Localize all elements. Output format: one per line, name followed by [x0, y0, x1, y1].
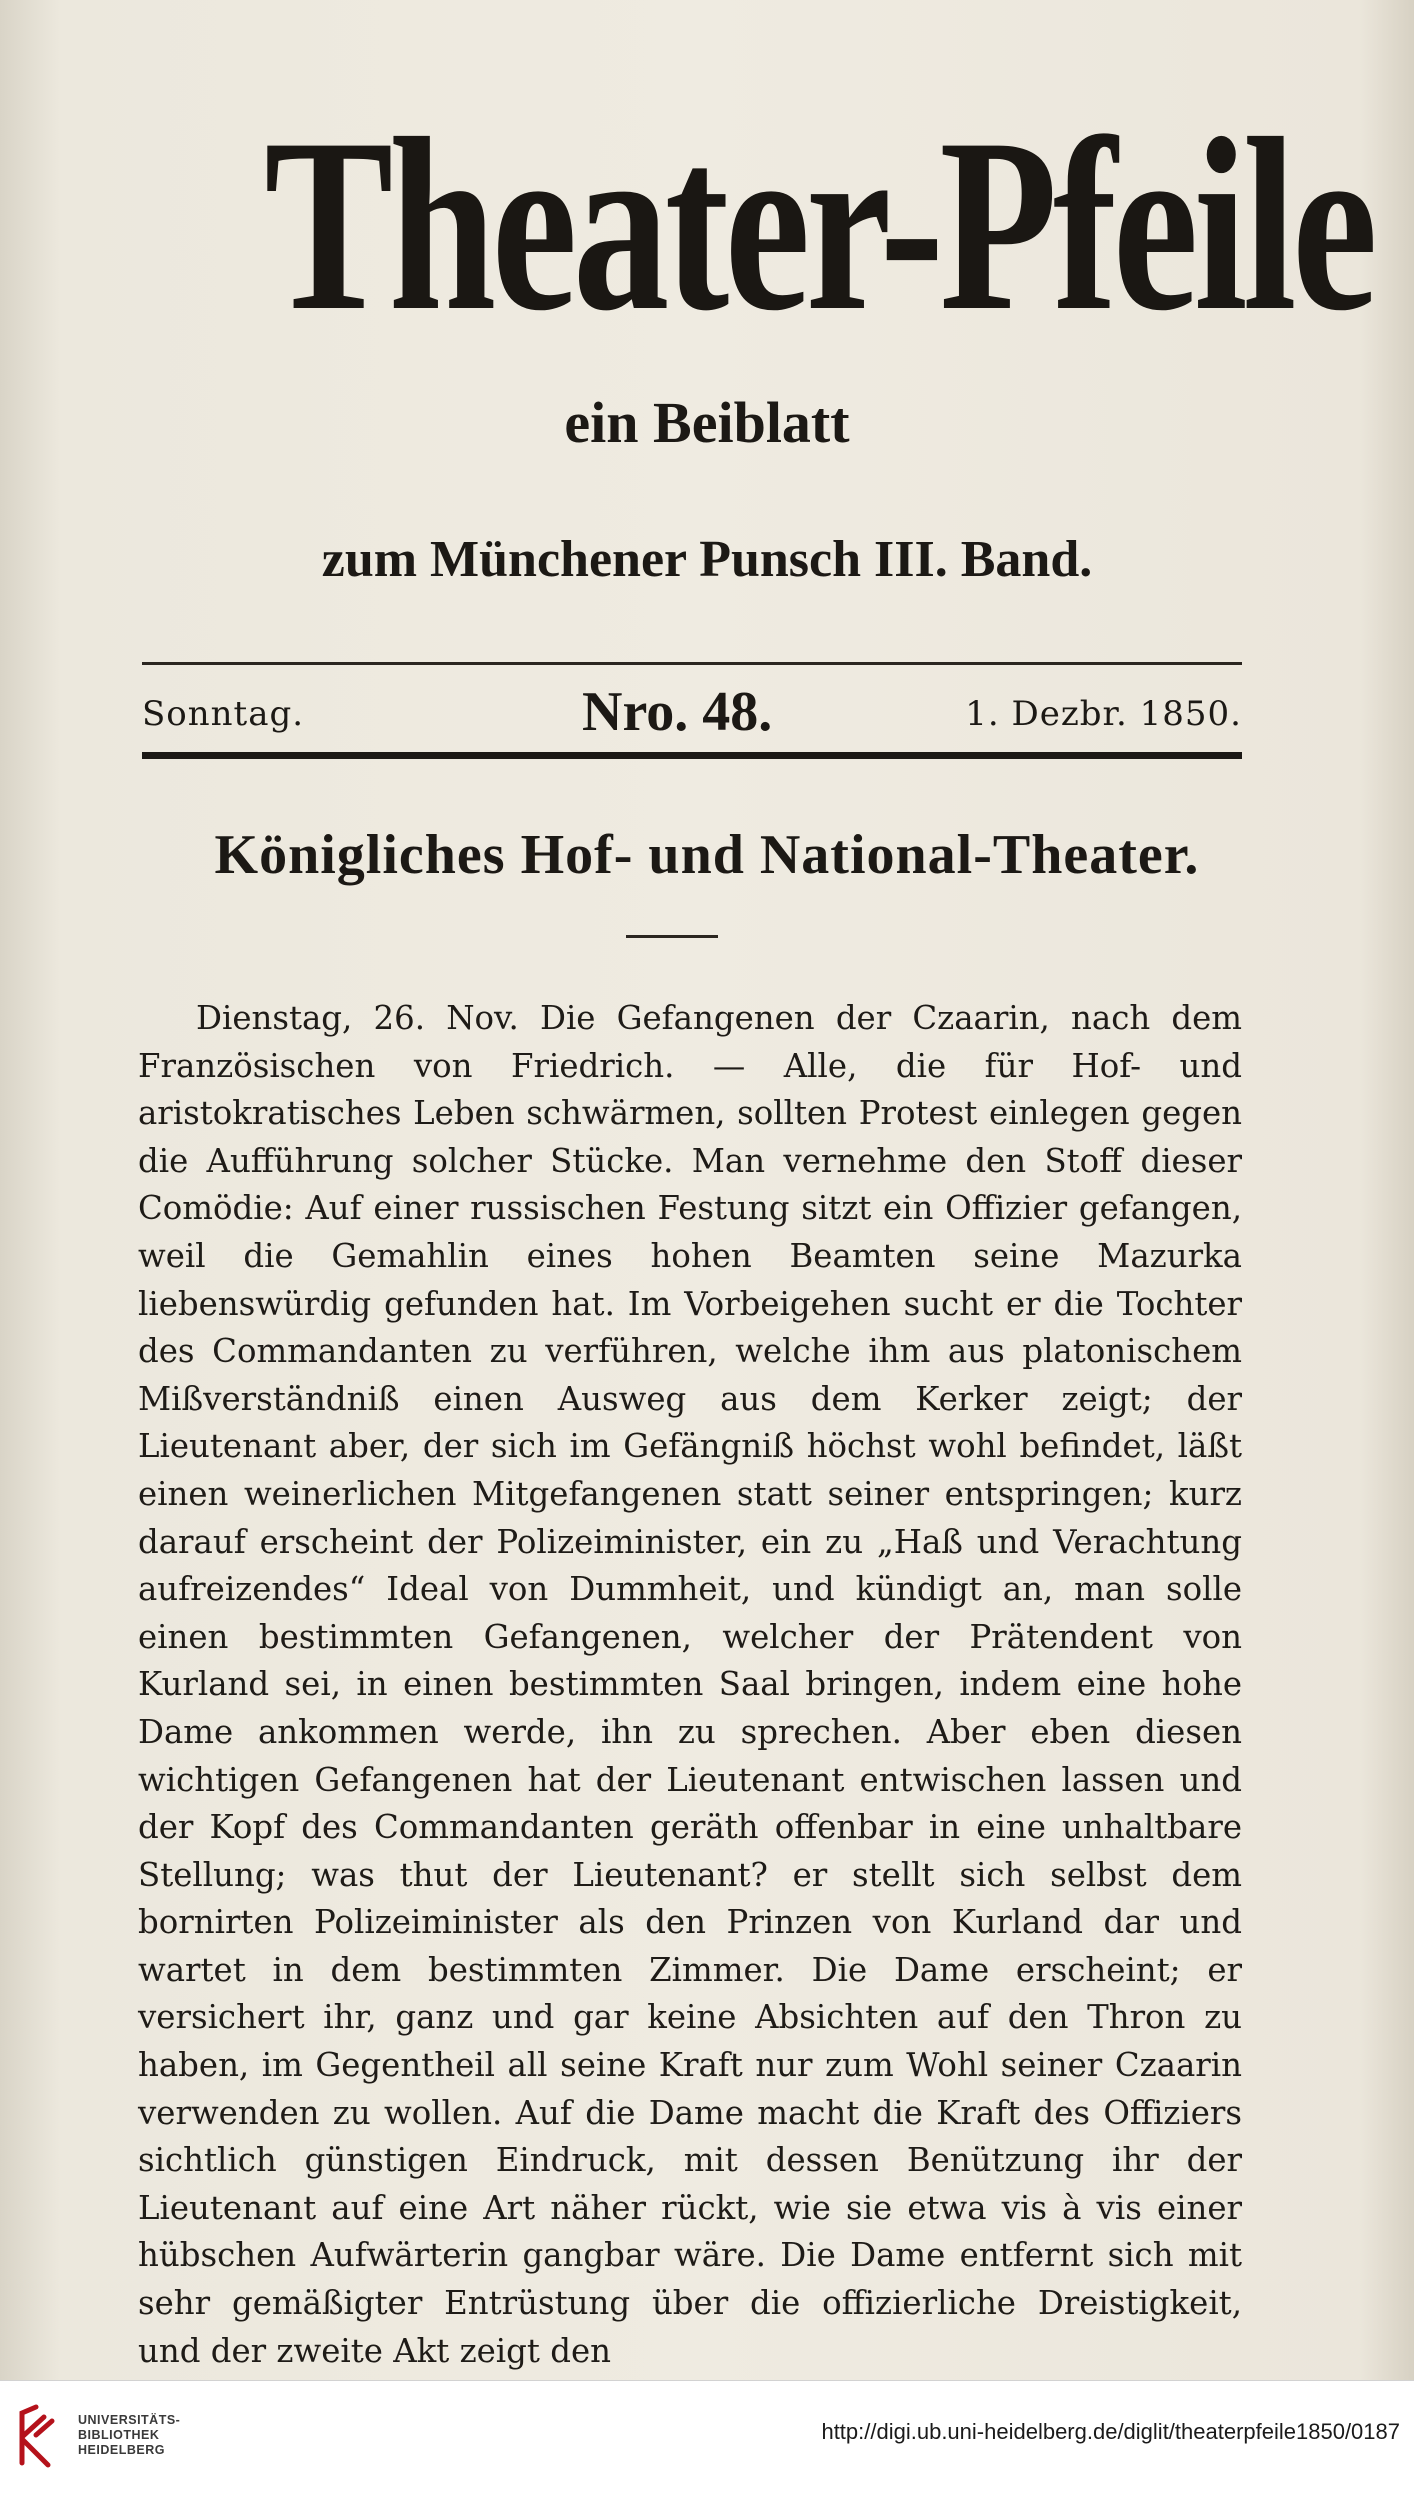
logo-line-2: BIBLIOTHEK [78, 2428, 160, 2442]
dateline-date: 1. Dezbr. 1850. [965, 694, 1242, 734]
section-divider [626, 935, 718, 938]
masthead-subtitle-line2: zum Münchener Punsch III. Band. [321, 531, 1093, 588]
top-rule [142, 662, 1242, 665]
section-title: Königliches Hof- und National-Theater. [214, 824, 1200, 886]
article-body [138, 995, 1242, 2375]
source-url-link[interactable]: http://digi.ub.uni-heidelberg.de/diglit/theaterpfeile1850/0187 [821, 2419, 1400, 2444]
bottom-rule [142, 752, 1242, 759]
dateline-day: Sonntag. [142, 694, 305, 734]
masthead-title: Theater-Pfeile [264, 87, 1374, 362]
library-logo-text [78, 2413, 180, 2458]
logo-line-1: UNIVERSITÄTS- [78, 2413, 181, 2427]
library-logo-icon [14, 2403, 60, 2469]
logo-line-3: HEIDELBERG [78, 2443, 165, 2457]
dateline [142, 680, 1242, 746]
article-paragraph: Dienstag, 26. Nov. Die Gefangenen der Czaarin, nach dem Französischen von Friedrich. — Alle, die für Hof- und aristokratisches Leben schwärmen, sollten Protest einlegen gegen die Aufführung solcher Stücke. Man vernehme den Stoff dieser Comödie: Auf einer russischen Festung sitzt ein Offizier gefangen, weil die Gemahlin eines hohen Beamten seine Mazurka liebenswürdig gefunden hat. Im Vorbeigehen sucht er die Tochter des Commandanten zu verführen, welche ihm aus platonischem Mißverständniß einen Ausweg aus dem Kerker zeigt; der Lieutenant aber, der sich im Gefängniß höchst wohl befindet, läßt einen weinerlichen Mitgefangenen statt seiner entspringen; kurz darauf erscheint der Polizeiminister, ein zu „Haß und Verachtung aufreizendes“ Ideal von Dummheit, und kündigt an, man solle einen bestimmten Gefangenen, welcher der Prätendent von Kurland sei, in einen bestimmten Saal bringen, indem eine hohe Dame ankommen werde, ihn zu sprechen. Aber eben diesen wichtigen Gefangenen hat der Lieutenant entwischen lassen und der Kopf des Commandanten geräth offenbar in eine unhaltbare Stellung; was thut der Lieutenant? er stellt sich selbst dem bornirten Polizeiminister als den Prinzen von Kurland dar und wartet in dem bestimmten Zimmer. Die Dame erscheint; er versichert ihr, ganz und gar keine Absichten auf den Thron zu haben, im Gegentheil all seine Kraft nur zum Wohl seiner Czaarin verwenden zu wollen. Auf die Dame macht die Kraft des Offiziers sichtlich günstigen Eindruck, mit dessen Benützung ihr der Lieutenant auf eine Art näher rückt, wie sie etwa vis à vis einer hübschen Aufwärterin gangbar wäre. Die Dame entfernt sich mit sehr gemäßigter Entrüstung über die offizierliche Dreistigkeit, und der zweite Akt zeigt den [138, 999, 1242, 2370]
masthead-subtitle-line1: ein Beiblatt [564, 390, 850, 455]
issue-number: Nro. 48. [582, 681, 773, 743]
library-footer [0, 2380, 1414, 2493]
